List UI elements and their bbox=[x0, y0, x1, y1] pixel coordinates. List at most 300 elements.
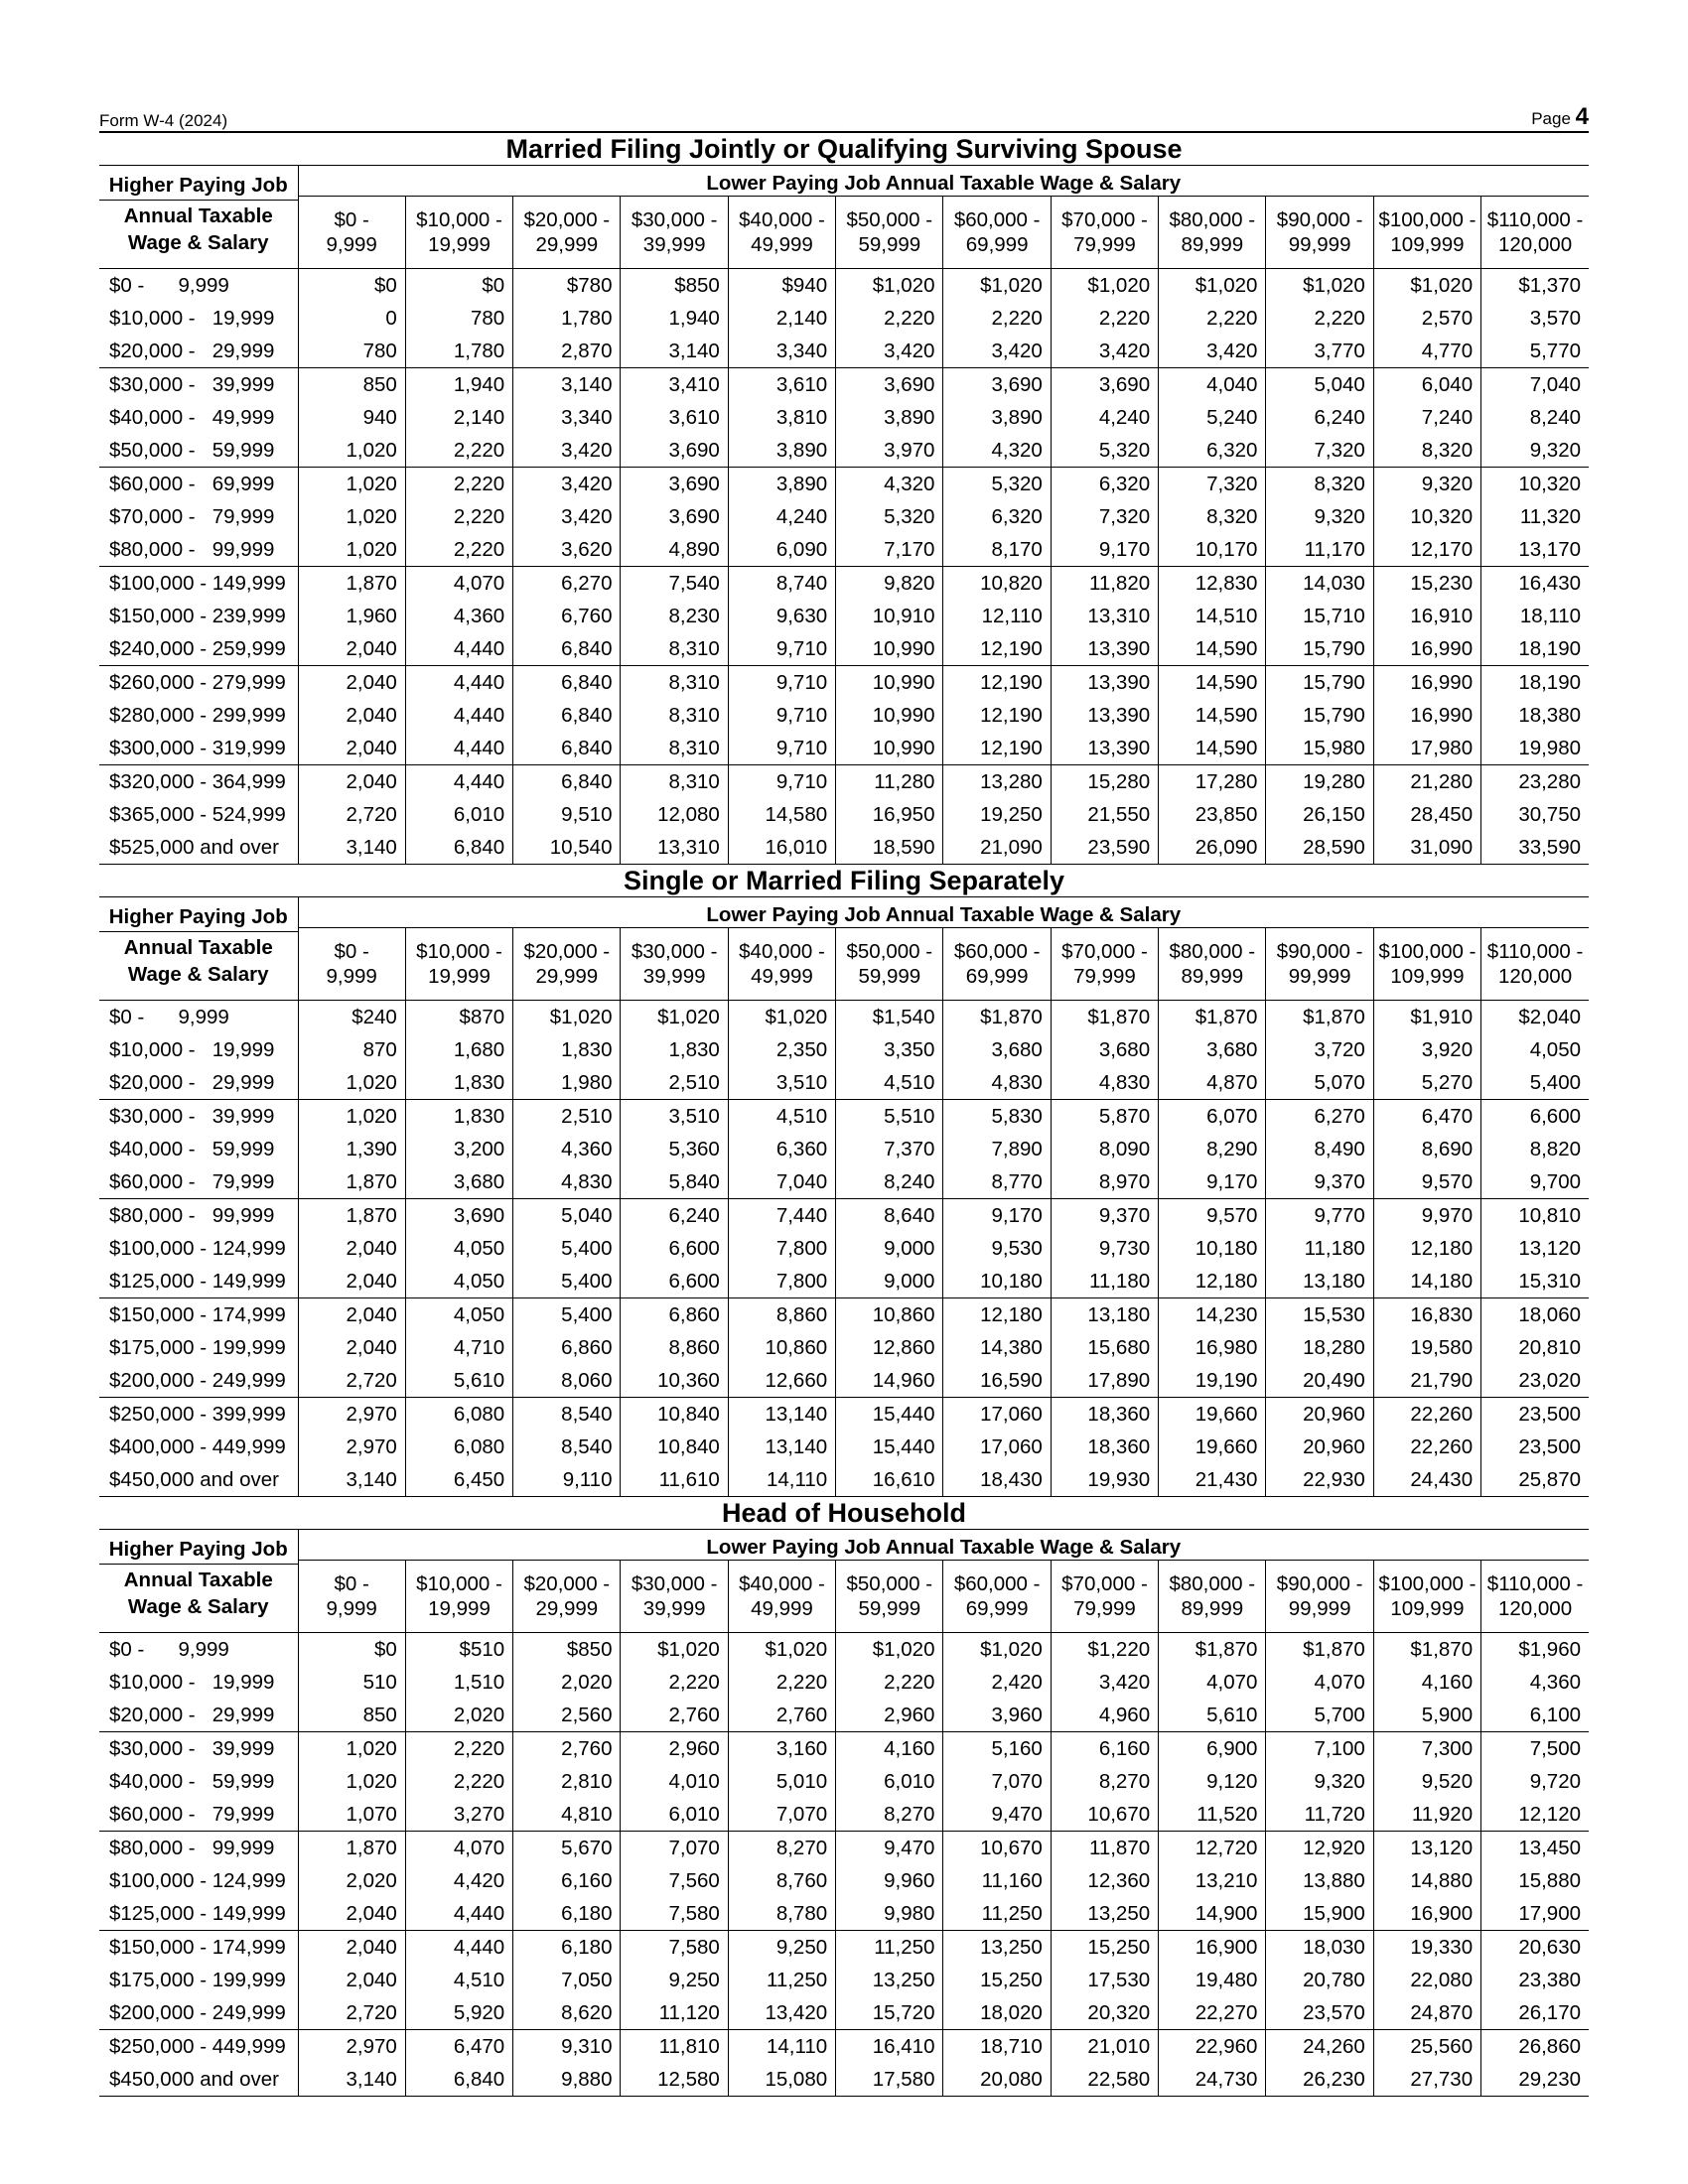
table-cell: 5,920 bbox=[405, 1996, 512, 2030]
table-cell: 2,510 bbox=[513, 1100, 621, 1134]
table-cell: $850 bbox=[513, 1633, 621, 1667]
table-cell: 20,080 bbox=[943, 2063, 1051, 2097]
table-cell: 24,870 bbox=[1373, 1996, 1480, 2030]
column-header-line: 29,999 bbox=[535, 233, 599, 256]
table-cell: 4,440 bbox=[405, 666, 512, 700]
table-row bbox=[99, 500, 1589, 533]
table-cell: 3,140 bbox=[298, 831, 405, 865]
table-cell: 3,420 bbox=[943, 335, 1051, 368]
table-cell: 1,020 bbox=[298, 468, 405, 501]
table-cell: 12,120 bbox=[1518, 1802, 1582, 1826]
table-cell: 2,870 bbox=[513, 335, 621, 368]
row-label: $20,000 - 29,999 bbox=[99, 335, 298, 368]
table-cell: 6,470 bbox=[405, 2030, 512, 2064]
table-cell: 24,260 bbox=[1266, 2030, 1373, 2064]
column-header-line: $20,000 - bbox=[523, 1572, 611, 1595]
column-header-line: 49,999 bbox=[751, 965, 813, 988]
table-cell: 13,390 bbox=[1051, 666, 1158, 700]
table-cell: 9,170 bbox=[1051, 533, 1158, 567]
table-cell: 10,320 bbox=[1373, 500, 1480, 533]
table-cell: 6,180 bbox=[513, 1931, 621, 1965]
table-row bbox=[99, 1864, 1589, 1897]
table-cell: 12,860 bbox=[836, 1331, 943, 1364]
table-cell: 15,440 bbox=[836, 1431, 943, 1463]
table-row bbox=[99, 1931, 1589, 1965]
table-row bbox=[99, 1133, 1589, 1165]
table-cell: 5,610 bbox=[1159, 1699, 1266, 1732]
row-label: $450,000 and over bbox=[99, 2063, 298, 2097]
table-row bbox=[99, 533, 1589, 567]
lower-paying-job-header: Lower Paying Job Annual Taxable Wage & Salary bbox=[298, 897, 1589, 928]
table-cell: 5,320 bbox=[836, 500, 943, 533]
row-label: $30,000 - 39,999 bbox=[99, 1100, 298, 1134]
table-row bbox=[99, 1298, 1589, 1332]
page-word: Page bbox=[1531, 109, 1571, 128]
section-head-of-household bbox=[99, 1497, 1589, 2097]
column-header-line: $70,000 - bbox=[1061, 940, 1148, 963]
table-cell: 2,720 bbox=[298, 1364, 405, 1398]
column-header-line: 109,999 bbox=[1390, 965, 1465, 988]
table-cell: 20,960 bbox=[1266, 1431, 1373, 1463]
table-cell: 15,900 bbox=[1266, 1897, 1373, 1931]
table-cell: 7,800 bbox=[728, 1265, 835, 1298]
table-cell: 7,170 bbox=[836, 533, 943, 567]
table-cell: 9,470 bbox=[836, 1832, 943, 1865]
table-cell: 2,760 bbox=[728, 1699, 835, 1732]
table-cell: 13,310 bbox=[621, 831, 728, 865]
table-cell: 19,330 bbox=[1373, 1931, 1480, 1965]
table-cell: 9,710 bbox=[728, 632, 835, 666]
table-cell: 12,920 bbox=[1266, 1832, 1373, 1865]
header-line: Wage & Salary bbox=[127, 231, 269, 254]
table-cell: 9,320 bbox=[1529, 438, 1582, 462]
table-cell: 3,270 bbox=[405, 1798, 512, 1832]
table-cell: 1,780 bbox=[405, 335, 512, 368]
table-cell: 18,360 bbox=[1051, 1431, 1158, 1463]
table-cell: 4,890 bbox=[621, 533, 728, 567]
table-cell: $1,020 bbox=[728, 1633, 835, 1667]
table-cell: 6,180 bbox=[513, 1897, 621, 1931]
table-row bbox=[99, 1066, 1589, 1100]
table-cell: 2,810 bbox=[513, 1765, 621, 1798]
row-label: $100,000 - 124,999 bbox=[99, 1232, 298, 1265]
table-cell: 4,870 bbox=[1159, 1066, 1266, 1100]
table-cell: 3,350 bbox=[836, 1033, 943, 1066]
table-cell: 12,660 bbox=[728, 1364, 835, 1398]
column-header-line: 89,999 bbox=[1181, 965, 1244, 988]
column-header-line: $20,000 - bbox=[523, 208, 611, 231]
table-cell: 15,680 bbox=[1051, 1331, 1158, 1364]
column-header-line: 9,999 bbox=[326, 233, 377, 256]
table-cell: 12,830 bbox=[1159, 567, 1266, 601]
table-cell: 15,720 bbox=[836, 1996, 943, 2030]
row-label: $60,000 - 69,999 bbox=[99, 468, 298, 501]
table-cell: $0 bbox=[298, 1633, 405, 1667]
column-header-line: $80,000 - bbox=[1169, 1572, 1256, 1595]
table-cell: 22,080 bbox=[1373, 1964, 1480, 1996]
table-cell: 6,840 bbox=[405, 2063, 512, 2097]
table-cell: 7,300 bbox=[1373, 1732, 1480, 1766]
table-cell: 8,290 bbox=[1159, 1133, 1266, 1165]
table-cell: $780 bbox=[513, 269, 621, 303]
column-header bbox=[1159, 1561, 1266, 1633]
table-cell: 23,570 bbox=[1266, 1996, 1373, 2030]
table-cell: 9,320 bbox=[1266, 500, 1373, 533]
column-header-line: $30,000 - bbox=[631, 940, 718, 963]
table-cell: 13,390 bbox=[1051, 699, 1158, 732]
table-cell: 2,040 bbox=[298, 1964, 405, 1996]
column-header-line: $90,000 - bbox=[1276, 208, 1363, 231]
table-cell: 20,630 bbox=[1481, 1931, 1589, 1965]
table-cell: 6,840 bbox=[513, 632, 621, 666]
header-line: Higher Paying Job bbox=[99, 1536, 298, 1565]
table-cell: 16,430 bbox=[1481, 567, 1589, 601]
table-row bbox=[99, 699, 1589, 732]
column-header-line: 9,999 bbox=[326, 1597, 377, 1620]
table-cell: 18,380 bbox=[1518, 703, 1582, 727]
column-header-line: $0 - bbox=[334, 940, 369, 963]
column-header-line: 39,999 bbox=[642, 233, 706, 256]
table-cell: 4,050 bbox=[1529, 1037, 1582, 1061]
table-cell: 7,320 bbox=[1159, 468, 1266, 501]
table-cell: 13,310 bbox=[1051, 600, 1158, 632]
table-cell: 10,810 bbox=[1481, 1199, 1589, 1233]
table-cell: 9,250 bbox=[621, 1964, 728, 1996]
table-cell: 3,420 bbox=[1051, 335, 1158, 368]
column-header-line: $10,000 - bbox=[416, 208, 502, 231]
table-cell: 1,020 bbox=[298, 1066, 405, 1100]
table-cell: 14,590 bbox=[1159, 699, 1266, 732]
column-header bbox=[405, 928, 512, 1001]
table-cell: $2,040 bbox=[1518, 1005, 1582, 1028]
row-label: $240,000 - 259,999 bbox=[99, 632, 298, 666]
row-label: $10,000 - 19,999 bbox=[99, 302, 298, 335]
column-header bbox=[298, 928, 405, 1001]
row-label: $0 - 9,999 bbox=[99, 1001, 298, 1034]
column-header-line: 69,999 bbox=[965, 965, 1029, 988]
table-cell: $1,910 bbox=[1373, 1001, 1480, 1034]
lower-paying-job-header: Lower Paying Job Annual Taxable Wage & Salary bbox=[298, 1530, 1589, 1561]
table-cell: 25,560 bbox=[1373, 2030, 1480, 2064]
table-cell: 9,710 bbox=[728, 699, 835, 732]
table-cell: 4,050 bbox=[405, 1232, 512, 1265]
table-cell: 8,170 bbox=[943, 533, 1051, 567]
column-header bbox=[621, 928, 728, 1001]
table-cell: 16,990 bbox=[1373, 632, 1480, 666]
table-row bbox=[99, 2030, 1589, 2064]
table-cell: 17,890 bbox=[1051, 1364, 1158, 1398]
table-cell: 2,970 bbox=[298, 2030, 405, 2064]
table-cell: 8,740 bbox=[728, 567, 835, 601]
table-cell: 1,830 bbox=[405, 1066, 512, 1100]
table-cell: 2,040 bbox=[298, 732, 405, 765]
table-cell: 10,320 bbox=[1481, 468, 1589, 501]
table-cell: 3,420 bbox=[1159, 335, 1266, 368]
table-cell: 5,360 bbox=[621, 1133, 728, 1165]
table-cell: 12,180 bbox=[1159, 1265, 1266, 1298]
table-cell: 6,840 bbox=[513, 765, 621, 799]
table-cell: 13,180 bbox=[1266, 1265, 1373, 1298]
column-header bbox=[1051, 197, 1158, 269]
table-cell: 3,690 bbox=[621, 468, 728, 501]
table-cell: 7,370 bbox=[836, 1133, 943, 1165]
table-cell: $1,220 bbox=[1051, 1633, 1158, 1667]
table-cell: 8,760 bbox=[728, 1864, 835, 1897]
column-header bbox=[513, 197, 621, 269]
table-row bbox=[99, 1832, 1589, 1865]
table-cell: 16,990 bbox=[1373, 666, 1480, 700]
table-cell: 16,900 bbox=[1373, 1897, 1480, 1931]
table-cell: 3,140 bbox=[298, 2063, 405, 2097]
column-header bbox=[943, 197, 1051, 269]
row-label: $20,000 - 29,999 bbox=[99, 1066, 298, 1100]
withholding-table bbox=[99, 166, 1589, 865]
table-cell: 12,080 bbox=[621, 798, 728, 831]
table-cell: 4,440 bbox=[405, 1931, 512, 1965]
table-cell: 6,240 bbox=[1266, 401, 1373, 434]
header-line: Wage & Salary bbox=[127, 1595, 269, 1618]
table-cell: 21,010 bbox=[1051, 2030, 1158, 2064]
table-cell: 19,660 bbox=[1159, 1398, 1266, 1432]
column-header-line: 99,999 bbox=[1288, 1597, 1351, 1620]
column-header-line: $80,000 - bbox=[1169, 208, 1256, 231]
table-cell: 2,020 bbox=[513, 1666, 621, 1699]
tables-container bbox=[99, 133, 1589, 2097]
column-header-line: 59,999 bbox=[858, 1597, 921, 1620]
column-header-line: $0 - bbox=[334, 208, 369, 231]
table-cell: 11,160 bbox=[943, 1864, 1051, 1897]
higher-paying-job-header bbox=[99, 1530, 298, 1633]
table-cell: 10,990 bbox=[836, 666, 943, 700]
table-cell: 2,040 bbox=[298, 1265, 405, 1298]
table-cell: 3,680 bbox=[405, 1165, 512, 1199]
column-header-line: 69,999 bbox=[965, 233, 1029, 256]
table-cell: 2,220 bbox=[943, 302, 1051, 335]
table-cell: $1,020 bbox=[836, 1633, 943, 1667]
row-label: $100,000 - 149,999 bbox=[99, 567, 298, 601]
table-cell: 6,090 bbox=[728, 533, 835, 567]
table-cell: 15,980 bbox=[1266, 732, 1373, 765]
table-cell: 17,980 bbox=[1373, 732, 1480, 765]
table-cell: 11,170 bbox=[1266, 533, 1373, 567]
table-cell: 8,060 bbox=[513, 1364, 621, 1398]
table-cell: 9,720 bbox=[1529, 1769, 1582, 1793]
column-header-line: $50,000 - bbox=[846, 940, 933, 963]
row-label: $40,000 - 49,999 bbox=[99, 401, 298, 434]
column-header-line: 29,999 bbox=[535, 965, 599, 988]
table-cell: 8,490 bbox=[1266, 1133, 1373, 1165]
table-cell: 4,360 bbox=[1529, 1670, 1582, 1694]
table-cell: $1,020 bbox=[1159, 269, 1266, 303]
table-cell: 1,870 bbox=[298, 1199, 405, 1233]
header-line: Annual Taxable bbox=[123, 936, 273, 959]
table-cell: 2,720 bbox=[298, 798, 405, 831]
table-cell: 3,140 bbox=[513, 368, 621, 402]
table-cell: 5,240 bbox=[1159, 401, 1266, 434]
table-cell: 22,260 bbox=[1373, 1431, 1480, 1463]
table-cell: 9,630 bbox=[728, 600, 835, 632]
table-cell: 5,400 bbox=[513, 1298, 621, 1332]
table-row bbox=[99, 468, 1589, 501]
table-cell: 11,820 bbox=[1051, 567, 1158, 601]
table-cell: 11,120 bbox=[621, 1996, 728, 2030]
column-header-line: $70,000 - bbox=[1061, 208, 1148, 231]
table-cell: 18,360 bbox=[1051, 1398, 1158, 1432]
table-cell: 2,020 bbox=[298, 1864, 405, 1897]
table-row bbox=[99, 1964, 1589, 1996]
table-cell: 2,220 bbox=[405, 1765, 512, 1798]
table-cell: 1,020 bbox=[298, 434, 405, 468]
column-header bbox=[621, 1561, 728, 1633]
table-cell: 12,580 bbox=[621, 2063, 728, 2097]
higher-paying-job-header bbox=[99, 897, 298, 1001]
table-cell: 2,140 bbox=[728, 302, 835, 335]
table-cell: 9,110 bbox=[513, 1463, 621, 1497]
table-cell: 8,240 bbox=[1529, 405, 1582, 429]
row-label: $0 - 9,999 bbox=[99, 1633, 298, 1667]
table-cell: 5,320 bbox=[1051, 434, 1158, 468]
table-cell: 4,010 bbox=[621, 1765, 728, 1798]
column-header-line: 120,000 bbox=[1498, 965, 1573, 988]
table-cell: 26,150 bbox=[1266, 798, 1373, 831]
table-cell: 11,870 bbox=[1051, 1832, 1158, 1865]
column-header-line: $100,000 - bbox=[1378, 1572, 1477, 1595]
table-cell: 4,240 bbox=[1051, 401, 1158, 434]
table-cell: $240 bbox=[298, 1001, 405, 1034]
table-row bbox=[99, 1232, 1589, 1265]
table-cell: 9,170 bbox=[1159, 1165, 1266, 1199]
table-cell: 6,860 bbox=[513, 1331, 621, 1364]
column-header bbox=[728, 1561, 835, 1633]
table-cell: 13,390 bbox=[1051, 732, 1158, 765]
table-cell: $850 bbox=[621, 269, 728, 303]
column-header bbox=[943, 1561, 1051, 1633]
column-header bbox=[1159, 928, 1266, 1001]
column-header-line: $50,000 - bbox=[846, 208, 933, 231]
table-cell: 7,070 bbox=[943, 1765, 1051, 1798]
table-cell: 15,790 bbox=[1266, 666, 1373, 700]
column-header bbox=[1266, 928, 1373, 1001]
table-cell: 5,400 bbox=[1529, 1070, 1582, 1094]
table-cell: 9,370 bbox=[1266, 1165, 1373, 1199]
row-label: $80,000 - 99,999 bbox=[99, 1832, 298, 1865]
table-cell: 3,920 bbox=[1373, 1033, 1480, 1066]
table-cell: 22,260 bbox=[1373, 1398, 1480, 1432]
table-cell: 8,320 bbox=[1373, 434, 1480, 468]
table-row bbox=[99, 1431, 1589, 1463]
table-row bbox=[99, 1699, 1589, 1732]
table-cell: 4,040 bbox=[1159, 368, 1266, 402]
column-header bbox=[1266, 1561, 1373, 1633]
table-cell: 15,710 bbox=[1266, 600, 1373, 632]
table-cell: 22,270 bbox=[1159, 1996, 1266, 2030]
row-label: $40,000 - 59,999 bbox=[99, 1133, 298, 1165]
table-cell: 14,880 bbox=[1373, 1864, 1480, 1897]
table-cell: 6,270 bbox=[513, 567, 621, 601]
column-header-line: 19,999 bbox=[428, 965, 491, 988]
table-cell: 10,860 bbox=[728, 1331, 835, 1364]
table-cell: 6,320 bbox=[1051, 468, 1158, 501]
table-cell: 6,840 bbox=[513, 699, 621, 732]
table-cell: 12,360 bbox=[1051, 1864, 1158, 1897]
table-cell: 4,420 bbox=[405, 1864, 512, 1897]
section-title: Married Filing Jointly or Qualifying Surviving Spouse bbox=[99, 133, 1589, 166]
table-cell: 4,320 bbox=[943, 434, 1051, 468]
table-cell: 7,440 bbox=[728, 1199, 835, 1233]
column-header-line: $40,000 - bbox=[739, 208, 825, 231]
table-cell: 4,070 bbox=[1266, 1666, 1373, 1699]
table-cell: $1,870 bbox=[1159, 1001, 1266, 1034]
table-cell: 4,710 bbox=[405, 1331, 512, 1364]
row-label: $525,000 and over bbox=[99, 831, 298, 865]
table-cell: 7,050 bbox=[513, 1964, 621, 1996]
table-cell: $1,020 bbox=[621, 1001, 728, 1034]
table-cell: 16,830 bbox=[1373, 1298, 1480, 1332]
table-cell: 9,880 bbox=[513, 2063, 621, 2097]
table-cell: 15,790 bbox=[1266, 632, 1373, 666]
table-cell: 9,520 bbox=[1373, 1765, 1480, 1798]
table-cell: 13,120 bbox=[1518, 1236, 1582, 1260]
table-cell: 11,250 bbox=[943, 1897, 1051, 1931]
column-header bbox=[405, 197, 512, 269]
table-cell: 8,690 bbox=[1373, 1133, 1480, 1165]
table-cell: 4,830 bbox=[943, 1066, 1051, 1100]
table-row bbox=[99, 1996, 1589, 2030]
table-cell: 21,430 bbox=[1159, 1463, 1266, 1497]
table-cell: 16,910 bbox=[1373, 600, 1480, 632]
table-cell: 6,320 bbox=[943, 500, 1051, 533]
table-cell: 9,320 bbox=[1266, 1765, 1373, 1798]
table-cell: 18,020 bbox=[943, 1996, 1051, 2030]
table-cell: 15,440 bbox=[836, 1398, 943, 1432]
table-row bbox=[99, 1165, 1589, 1199]
table-cell: 20,490 bbox=[1266, 1364, 1373, 1398]
w4-page bbox=[99, 99, 1589, 2097]
table-cell: 4,360 bbox=[513, 1133, 621, 1165]
column-header-line: $40,000 - bbox=[739, 940, 825, 963]
table-cell: 1,680 bbox=[405, 1033, 512, 1066]
row-label: $40,000 - 59,999 bbox=[99, 1765, 298, 1798]
table-cell: 11,250 bbox=[836, 1931, 943, 1965]
table-row bbox=[99, 302, 1589, 335]
table-cell: 8,540 bbox=[513, 1431, 621, 1463]
table-cell: 18,110 bbox=[1519, 604, 1582, 627]
column-header-line: $80,000 - bbox=[1169, 940, 1256, 963]
section-title: Single or Married Filing Separately bbox=[99, 865, 1589, 897]
table-cell: 15,280 bbox=[1051, 765, 1158, 799]
table-cell: 2,040 bbox=[298, 632, 405, 666]
table-cell: $510 bbox=[405, 1633, 512, 1667]
header-line: Higher Paying Job bbox=[99, 172, 298, 201]
table-cell: 2,040 bbox=[298, 1897, 405, 1931]
table-cell: 6,010 bbox=[405, 798, 512, 831]
table-cell: 3,610 bbox=[621, 401, 728, 434]
table-cell: 2,220 bbox=[405, 500, 512, 533]
table-cell: 6,160 bbox=[513, 1864, 621, 1897]
table-cell: $1,870 bbox=[1266, 1001, 1373, 1034]
table-cell: 25,870 bbox=[1481, 1463, 1589, 1497]
table-cell: 8,640 bbox=[836, 1199, 943, 1233]
table-cell: 11,520 bbox=[1159, 1798, 1266, 1832]
table-cell: 4,160 bbox=[1373, 1666, 1480, 1699]
table-cell: 16,010 bbox=[728, 831, 835, 865]
table-cell: 19,980 bbox=[1518, 736, 1582, 759]
table-cell: 9,960 bbox=[836, 1864, 943, 1897]
table-cell: 4,160 bbox=[836, 1732, 943, 1766]
column-header-line: $70,000 - bbox=[1061, 1572, 1148, 1595]
table-cell: 14,580 bbox=[728, 798, 835, 831]
column-header-line: 79,999 bbox=[1073, 1597, 1136, 1620]
